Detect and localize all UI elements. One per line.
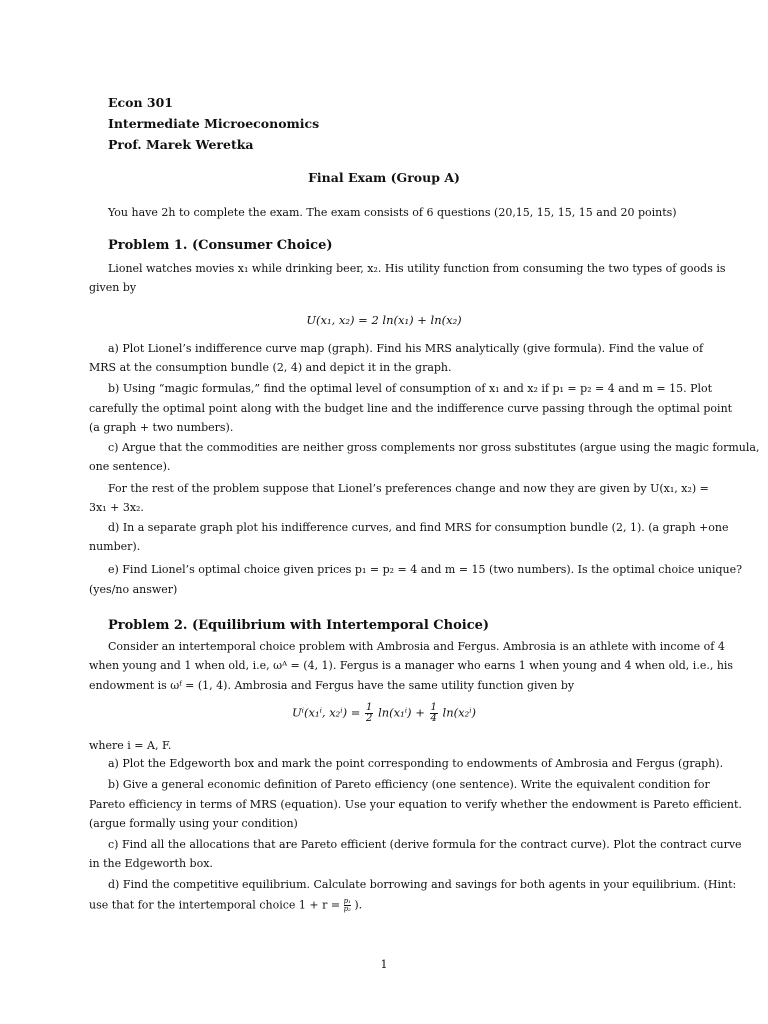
problem-1-part-b-line-2: carefully the optimal point along with the budget line and the indifference curve passing through the optimal point xyxy=(89,402,733,415)
problem-1-part-e-line-1: e) Find Lionel’s optimal choice given prices p₁ = p₂ = 4 and m = 15 (two numbers). Is the optimal choice unique? xyxy=(108,563,743,576)
hint-price-ratio: $\frac{\text{p₁}}{\text{p₂}}$ xyxy=(343,897,351,913)
problem-1-utility-function: U(x₁, x₂) = 2 ln(x₁) + ln(x₂) xyxy=(306,313,462,327)
problem-2-part-c-line-2: in the Edgeworth box. xyxy=(89,857,213,870)
problem-2-part-a: a) Plot the Edgeworth box and mark the point corresponding to endowments of Ambrosia and Fergus (graph). xyxy=(108,757,724,770)
fraction-one-quarter: $\frac{1}{4}$ xyxy=(430,702,437,724)
problem-1-intro-line-2: given by xyxy=(89,281,137,294)
problem-1-part-c-line-1: c) Argue that the commodities are neither gross complements nor gross substitutes (argue using the magic formula, xyxy=(108,441,760,454)
utility-lhs: Uⁱ(x₁ⁱ, x₂ⁱ) = xyxy=(291,705,361,720)
problem-1-part-a-line-2: MRS at the consumption bundle (2, 4) and depict it in the graph. xyxy=(89,361,452,374)
hint-text: use that for the intertemporal choice 1 + r = xyxy=(89,898,341,912)
hint-close: ). xyxy=(354,898,363,912)
course-code: Econ 301 xyxy=(108,95,174,110)
problem-1-part-b-line-1: b) Using “magic formulas,” find the optimal level of consumption of x₁ and x₂ if p₁ = p₂ = 4 and m = 15. Plot xyxy=(108,382,713,395)
exam-title: Final Exam (Group A) xyxy=(308,170,460,185)
problem-2-part-b-line-1: b) Give a general economic definition of Pareto efficiency (one sentence). Write the equivalent condition for xyxy=(108,778,710,791)
problem-2-part-b-line-2: Pareto efficiency in terms of MRS (equation). Use your equation to verify whether the endowment is Pareto efficient. xyxy=(89,798,742,811)
problem-2-intro-line-1: Consider an intertemporal choice problem with Ambrosia and Fergus. Ambrosia is an athlete with income of 4 xyxy=(108,640,725,653)
problem-2-part-b-line-3: (argue formally using your condition) xyxy=(89,817,298,830)
problem-2-part-d-line-1: d) Find the competitive equilibrium. Calculate borrowing and savings for both agents in your equilibrium. (Hint: xyxy=(108,878,737,891)
problem-2-part-c-line-1: c) Find all the allocations that are Pareto efficient (derive formula for the contract curve). Plot the contract curve xyxy=(108,838,742,851)
problem-1-intro-line-1: Lionel watches movies x₁ while drinking beer, x₂. His utility function from consuming the two types of goods is xyxy=(108,262,726,275)
course-subject: Intermediate Microeconomics xyxy=(108,116,320,131)
problem-2-intro-line-3: endowment is ωᶠ = (1, 4). Ambrosia and Fergus have the same utility function given by xyxy=(89,679,575,692)
utility-term-2: ln(x₂ⁱ) xyxy=(442,705,476,720)
problem-1-part-c-line-2: one sentence). xyxy=(89,460,171,473)
problem-1-part-a-line-1: a) Plot Lionel’s indifference curve map (graph). Find his MRS analytically (give formula). Find the value of xyxy=(108,342,704,355)
problem-1-part-d-line-1: d) In a separate graph plot his indifference curves, and find MRS for consumption bundle (2, 1). (a graph +one xyxy=(108,521,729,534)
problem-2-where: where i = A, F. xyxy=(89,739,172,752)
problem-1-title: Problem 1. (Consumer Choice) xyxy=(108,238,333,253)
problem-2-intro-line-2: when young and 1 when old, i.e, ωᴬ = (4, 1). Fergus is a manager who earns 1 when young and 4 when old, i.e., his xyxy=(89,659,734,672)
problem-1-change-line-2: 3x₁ + 3x₂. xyxy=(89,501,144,514)
problem-1-part-e-line-2: (yes/no answer) xyxy=(89,583,178,596)
page-number: 1 xyxy=(380,958,388,971)
problem-1-part-b-line-3: (a graph + two numbers). xyxy=(89,421,234,434)
problem-2-utility-function xyxy=(0,703,768,724)
problem-1-part-d-line-2: number). xyxy=(89,540,141,553)
fraction-one-half: $\frac{1}{2}$ xyxy=(366,702,373,724)
problem-2-title: Problem 2. (Equilibrium with Intertemporal Choice) xyxy=(108,618,490,633)
exam-instructions: You have 2h to complete the exam. The exam consists of 6 questions (20,15, 15, 15, 15 and 20 points) xyxy=(108,206,677,219)
problem-1-change-line-1: For the rest of the problem suppose that Lionel’s preferences change and now they are given by U(x₁, x₂) = xyxy=(108,482,709,495)
utility-term-1: ln(x₁ⁱ) + xyxy=(378,705,425,720)
problem-2-part-d-line-2 xyxy=(89,898,679,913)
professor-name: Prof. Marek Weretka xyxy=(108,137,254,152)
